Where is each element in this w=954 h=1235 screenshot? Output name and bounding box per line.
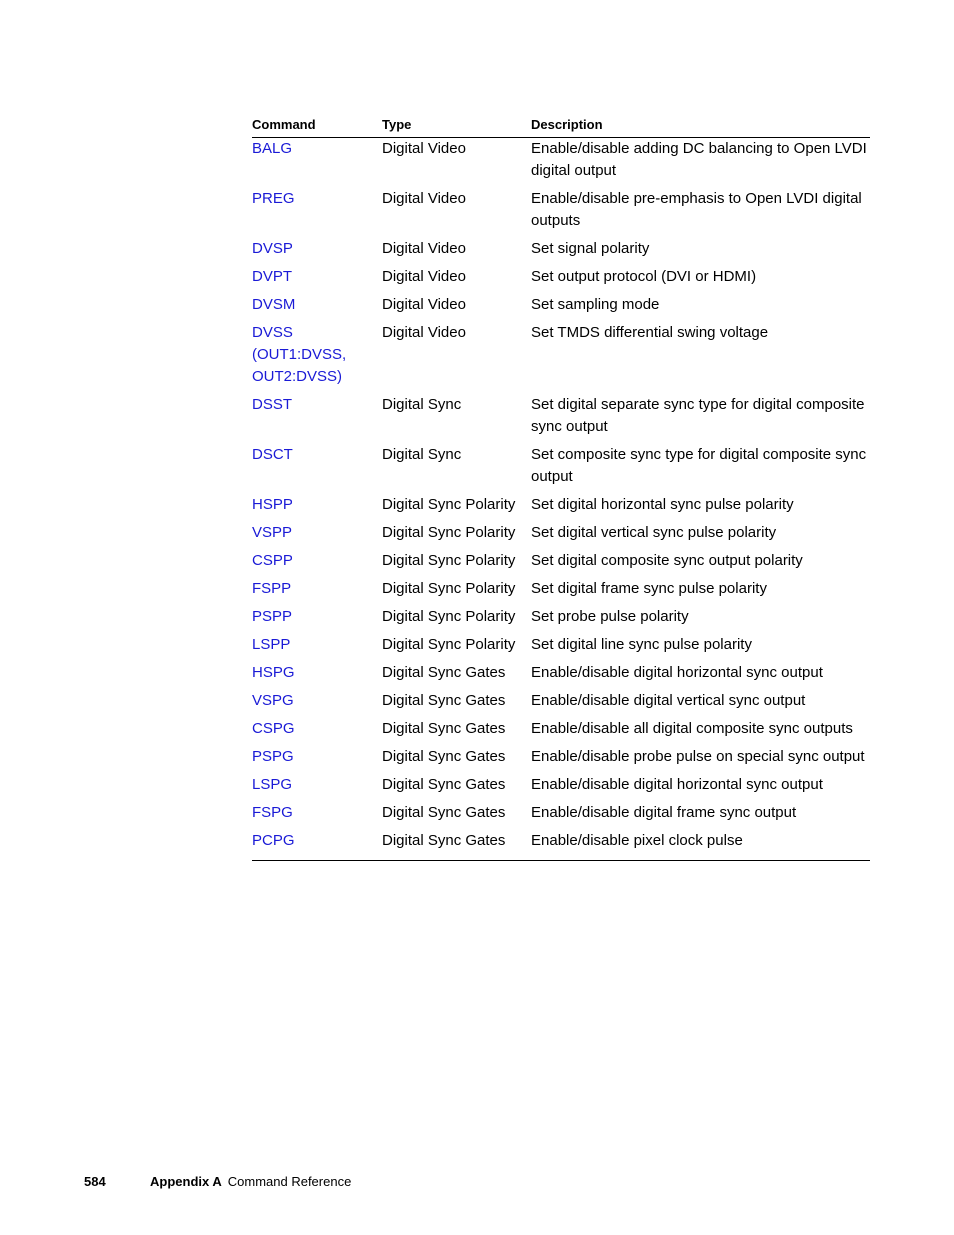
table-header-row (252, 116, 870, 138)
command-link[interactable]: PCPG (252, 832, 295, 849)
command-cell (252, 606, 382, 634)
command-link[interactable]: PSPP (252, 608, 293, 625)
type-cell: Digital Sync Polarity (382, 608, 516, 625)
type-cell: Digital Video (382, 140, 466, 157)
table-row (252, 830, 870, 861)
header-type: Type (382, 116, 531, 138)
type-cell: Digital Sync Gates (382, 804, 506, 821)
description-cell: Enable/disable digital vertical sync output (531, 692, 806, 709)
command-cell (252, 718, 382, 746)
command-link[interactable]: DVSM (252, 296, 296, 313)
command-link[interactable]: PREG (252, 190, 295, 207)
type-cell: Digital Sync Gates (382, 776, 506, 793)
command-cell (252, 138, 382, 189)
table-row (252, 690, 870, 718)
command-cell (252, 238, 382, 266)
description-cell: Set sampling mode (531, 296, 660, 313)
type-cell: Digital Sync Gates (382, 664, 506, 681)
command-cell (252, 774, 382, 802)
table-row (252, 444, 870, 494)
command-cell (252, 444, 382, 494)
description-cell: Set output protocol (DVI or HDMI) (531, 268, 757, 285)
command-cell (252, 690, 382, 718)
description-cell: Set signal polarity (531, 240, 650, 257)
type-cell: Digital Video (382, 268, 466, 285)
description-cell: Enable/disable digital frame sync output (531, 804, 797, 821)
description-cell: Set digital vertical sync pulse polarity (531, 524, 777, 541)
type-cell: Digital Sync (382, 446, 462, 463)
type-cell: Digital Sync Polarity (382, 636, 516, 653)
table-row (252, 746, 870, 774)
appendix-label: Appendix A (150, 1174, 222, 1189)
command-cell (252, 322, 382, 394)
page-footer (84, 1174, 351, 1190)
description-cell: Set digital horizontal sync pulse polarity (531, 496, 794, 513)
description-cell: Set digital line sync pulse polarity (531, 636, 752, 653)
table-row (252, 322, 870, 394)
command-cell (252, 294, 382, 322)
type-cell: Digital Sync Polarity (382, 580, 516, 597)
command-link[interactable]: CSPP (252, 552, 293, 569)
command-cell (252, 394, 382, 444)
table-row (252, 394, 870, 444)
type-cell: Digital Sync Polarity (382, 524, 516, 541)
table-body (252, 138, 870, 861)
type-cell: Digital Sync Gates (382, 748, 506, 765)
type-cell: Digital Video (382, 190, 466, 207)
command-cell (252, 266, 382, 294)
bottom-rule (252, 861, 870, 862)
command-link[interactable]: VSPG (252, 692, 294, 709)
table-row (252, 238, 870, 266)
command-link[interactable]: LSPG (252, 776, 293, 793)
type-cell: Digital Sync Polarity (382, 552, 516, 569)
table-bottom-rule (252, 861, 870, 862)
type-cell: Digital Sync (382, 396, 462, 413)
description-cell: Set digital composite sync output polarity (531, 552, 803, 569)
command-link[interactable]: DVSP (252, 240, 293, 257)
table-row (252, 188, 870, 238)
command-cell (252, 662, 382, 690)
type-cell: Digital Video (382, 240, 466, 257)
header-description: Description (531, 116, 870, 138)
command-cell (252, 494, 382, 522)
table-row (252, 522, 870, 550)
table-row (252, 266, 870, 294)
command-link[interactable]: VSPP (252, 524, 293, 541)
description-cell: Enable/disable digital horizontal sync output (531, 776, 823, 793)
table-row (252, 550, 870, 578)
type-cell: Digital Video (382, 324, 466, 341)
command-link[interactable]: BALG (252, 140, 293, 157)
command-link[interactable]: DSCT (252, 446, 293, 463)
description-cell: Enable/disable digital horizontal sync output (531, 664, 823, 681)
description-cell: Enable/disable pre-emphasis to Open LVDI digital outputs (531, 190, 862, 229)
command-cell (252, 522, 382, 550)
command-cell (252, 578, 382, 606)
description-cell: Enable/disable pixel clock pulse (531, 832, 743, 849)
description-cell: Set probe pulse polarity (531, 608, 689, 625)
type-cell: Digital Sync Polarity (382, 496, 516, 513)
command-link[interactable]: FSPG (252, 804, 293, 821)
command-cell (252, 830, 382, 861)
command-link[interactable]: FSPP (252, 580, 292, 597)
command-cell (252, 550, 382, 578)
command-link[interactable]: DVPT (252, 268, 293, 285)
header-command: Command (252, 116, 382, 138)
type-cell: Digital Sync Gates (382, 832, 506, 849)
command-link[interactable]: CSPG (252, 720, 295, 737)
table-row (252, 578, 870, 606)
command-link[interactable]: DVSS (OUT1:DVSS, OUT2:DVSS) (252, 324, 347, 385)
description-cell: Enable/disable all digital composite sync outputs (531, 720, 853, 737)
table-row (252, 662, 870, 690)
command-link[interactable]: HSPG (252, 664, 295, 681)
command-cell (252, 746, 382, 774)
command-table (252, 116, 870, 861)
type-cell: Digital Sync Gates (382, 720, 506, 737)
table-row (252, 718, 870, 746)
command-cell (252, 802, 382, 830)
description-cell: Set digital frame sync pulse polarity (531, 580, 767, 597)
table-row (252, 774, 870, 802)
command-cell (252, 634, 382, 662)
table-row (252, 138, 870, 189)
description-cell: Enable/disable probe pulse on special sync output (531, 748, 865, 765)
table-row (252, 802, 870, 830)
type-cell: Digital Sync Gates (382, 692, 506, 709)
description-cell: Set digital separate sync type for digital composite sync output (531, 396, 865, 435)
table-row (252, 294, 870, 322)
command-link[interactable]: DSST (252, 396, 293, 413)
description-cell: Set composite sync type for digital composite sync output (531, 446, 867, 485)
table-row (252, 606, 870, 634)
description-cell: Enable/disable adding DC balancing to Open LVDI digital output (531, 140, 867, 179)
command-link[interactable]: LSPP (252, 636, 291, 653)
type-cell: Digital Video (382, 296, 466, 313)
section-title: Command Reference (227, 1174, 352, 1189)
command-link[interactable]: PSPG (252, 748, 294, 765)
command-cell (252, 188, 382, 238)
description-cell: Set TMDS differential swing voltage (531, 324, 769, 341)
page-number: 584 (84, 1174, 106, 1189)
table-row (252, 494, 870, 522)
table-row (252, 634, 870, 662)
command-link[interactable]: HSPP (252, 496, 293, 513)
